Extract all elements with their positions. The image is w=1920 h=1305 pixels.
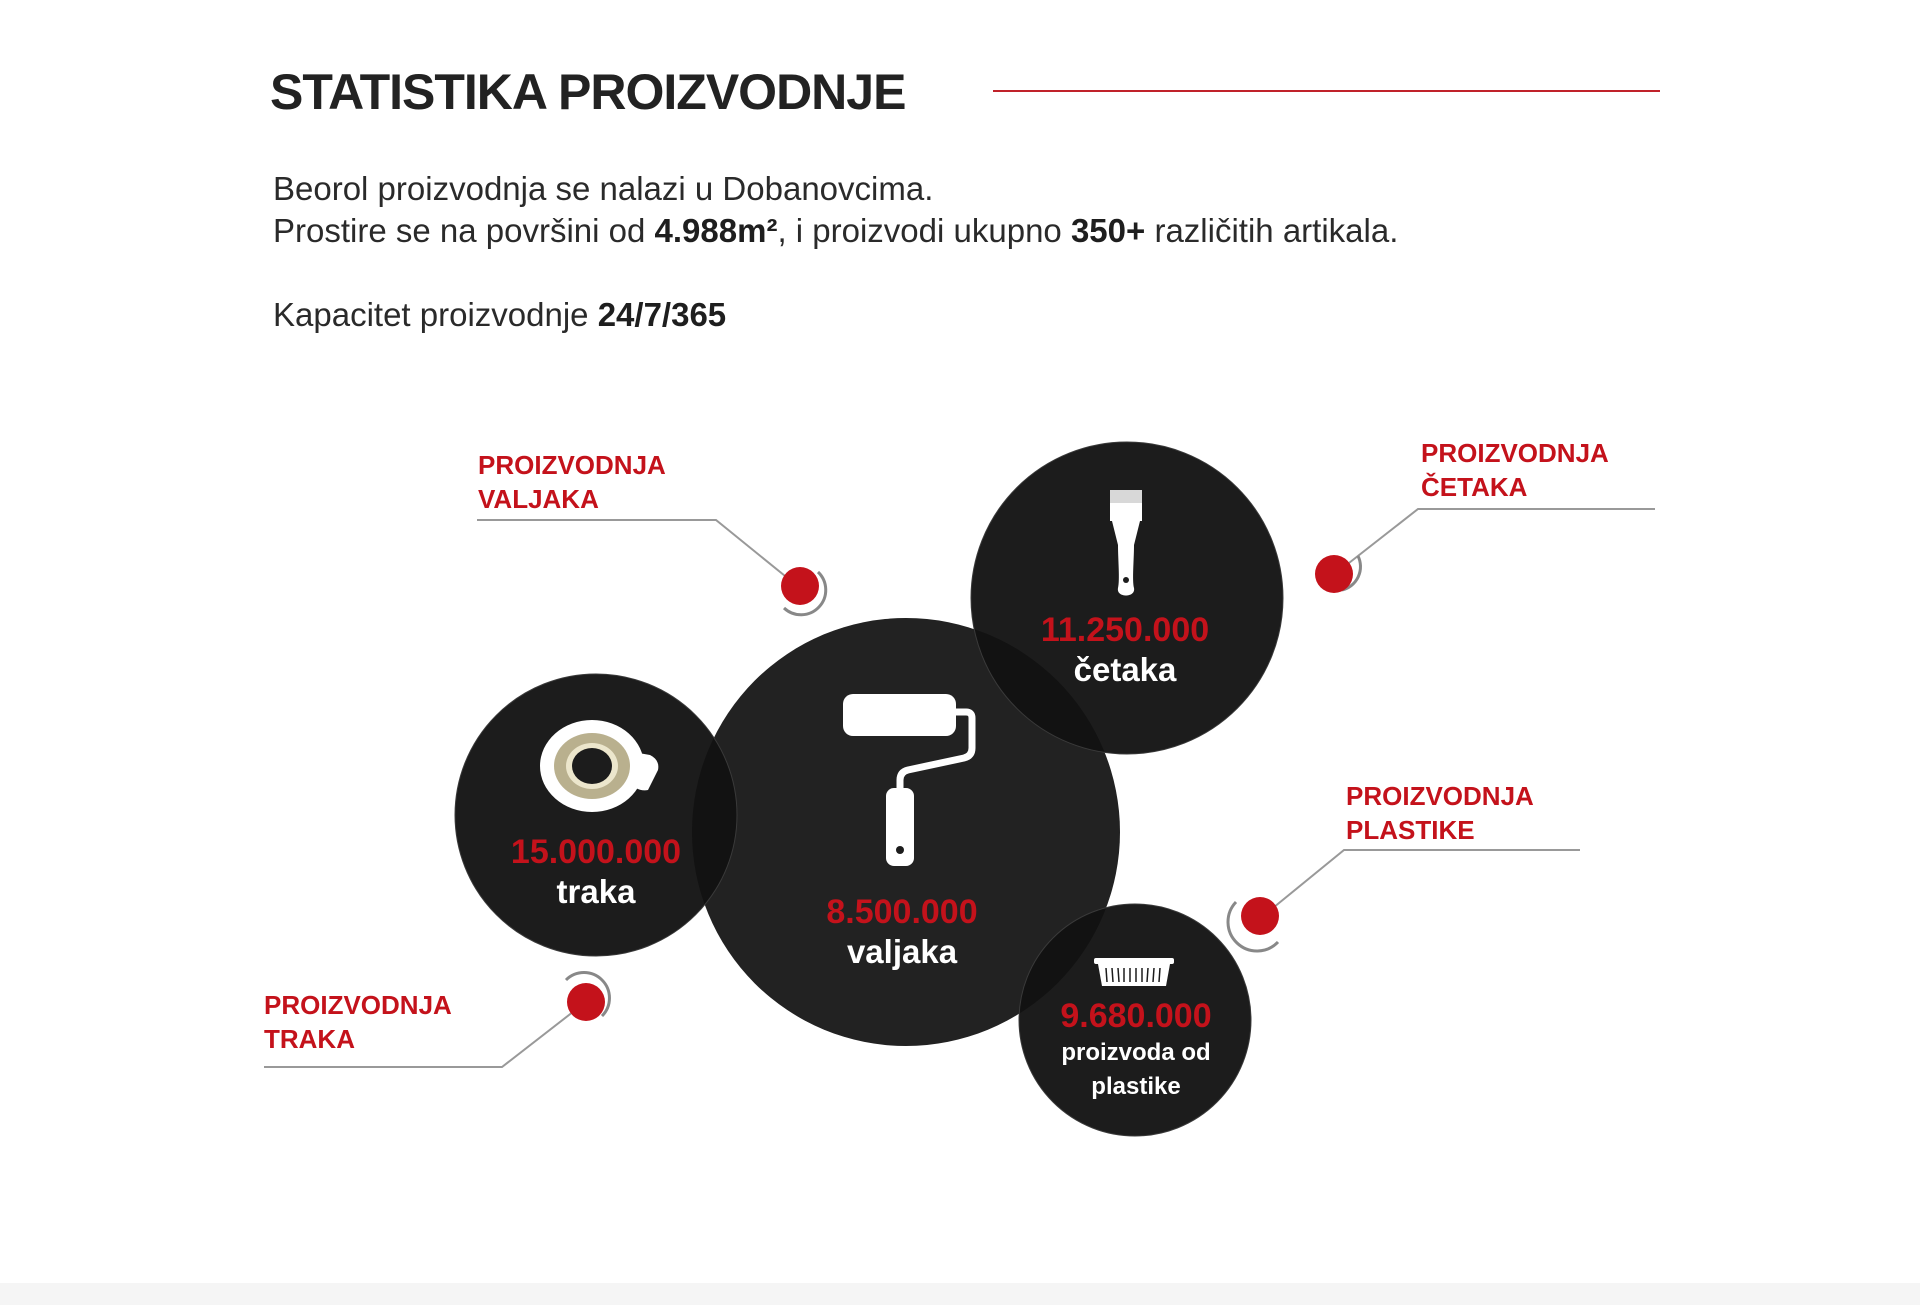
brushes-value: 11.250.000 xyxy=(1040,611,1210,649)
rollers-value: 8.500.000 xyxy=(826,893,978,931)
plastics-stat xyxy=(1060,996,1211,1104)
callout-plastics xyxy=(1346,779,1534,847)
callout-rollers xyxy=(478,448,666,516)
callout-brushes xyxy=(1421,436,1609,504)
callout-brushes-line2: ČETAKA xyxy=(1421,472,1528,502)
tapes-label: traka xyxy=(556,873,636,910)
plastics-label-line1: proizvoda od xyxy=(1061,1039,1211,1066)
intro-line-1: Beorol proizvodnja se nalazi u Dobanovcima. xyxy=(273,170,934,207)
marker-plastics xyxy=(1228,897,1279,951)
marker-tapes xyxy=(566,973,609,1021)
intro-line-2-mid: , i proizvodi ukupno xyxy=(777,212,1071,249)
rollers-stat xyxy=(826,892,977,972)
intro-line-2-pre: Prostire se na površini od xyxy=(273,212,655,249)
marker-brushes xyxy=(1315,555,1360,593)
page-title: STATISTIKA PROIZVODNJE xyxy=(270,64,906,120)
callout-plastics-line1: PROIZVODNJA xyxy=(1346,781,1534,811)
marker-rollers xyxy=(781,567,826,615)
callout-rollers-line1: PROIZVODNJA xyxy=(478,450,666,480)
tapes-value: 15.000.000 xyxy=(510,833,682,871)
intro-line-2-post: različitih artikala. xyxy=(1145,212,1399,249)
plastics-label-line2: plastike xyxy=(1091,1073,1181,1100)
brushes-stat xyxy=(1041,610,1209,690)
callout-brushes-line1: PROIZVODNJA xyxy=(1421,438,1609,468)
callout-tapes-line2: TRAKA xyxy=(264,1024,355,1054)
area-value: 4.988m² xyxy=(654,212,778,249)
callout-leader-rollers xyxy=(477,520,790,580)
footer-band xyxy=(0,1283,1920,1305)
callout-tapes xyxy=(264,988,452,1056)
brushes-label: četaka xyxy=(1073,651,1177,688)
articles-value: 350+ xyxy=(1070,212,1146,249)
capacity-value: 24/7/365 xyxy=(597,296,727,333)
rollers-label: valjaka xyxy=(846,933,958,970)
callout-tapes-line1: PROIZVODNJA xyxy=(264,990,452,1020)
capacity-pre: Kapacitet proizvodnje xyxy=(273,296,598,333)
plastics-value: 9.680.000 xyxy=(1060,997,1212,1035)
tapes-stat xyxy=(511,832,681,912)
callout-leader-brushes xyxy=(1340,509,1655,570)
callout-leader-plastics xyxy=(1268,850,1580,912)
plastic-tray-icon xyxy=(1094,958,1174,986)
callout-plastics-line2: PLASTIKE xyxy=(1346,815,1475,845)
callout-rollers-line2: VALJAKA xyxy=(478,484,599,514)
